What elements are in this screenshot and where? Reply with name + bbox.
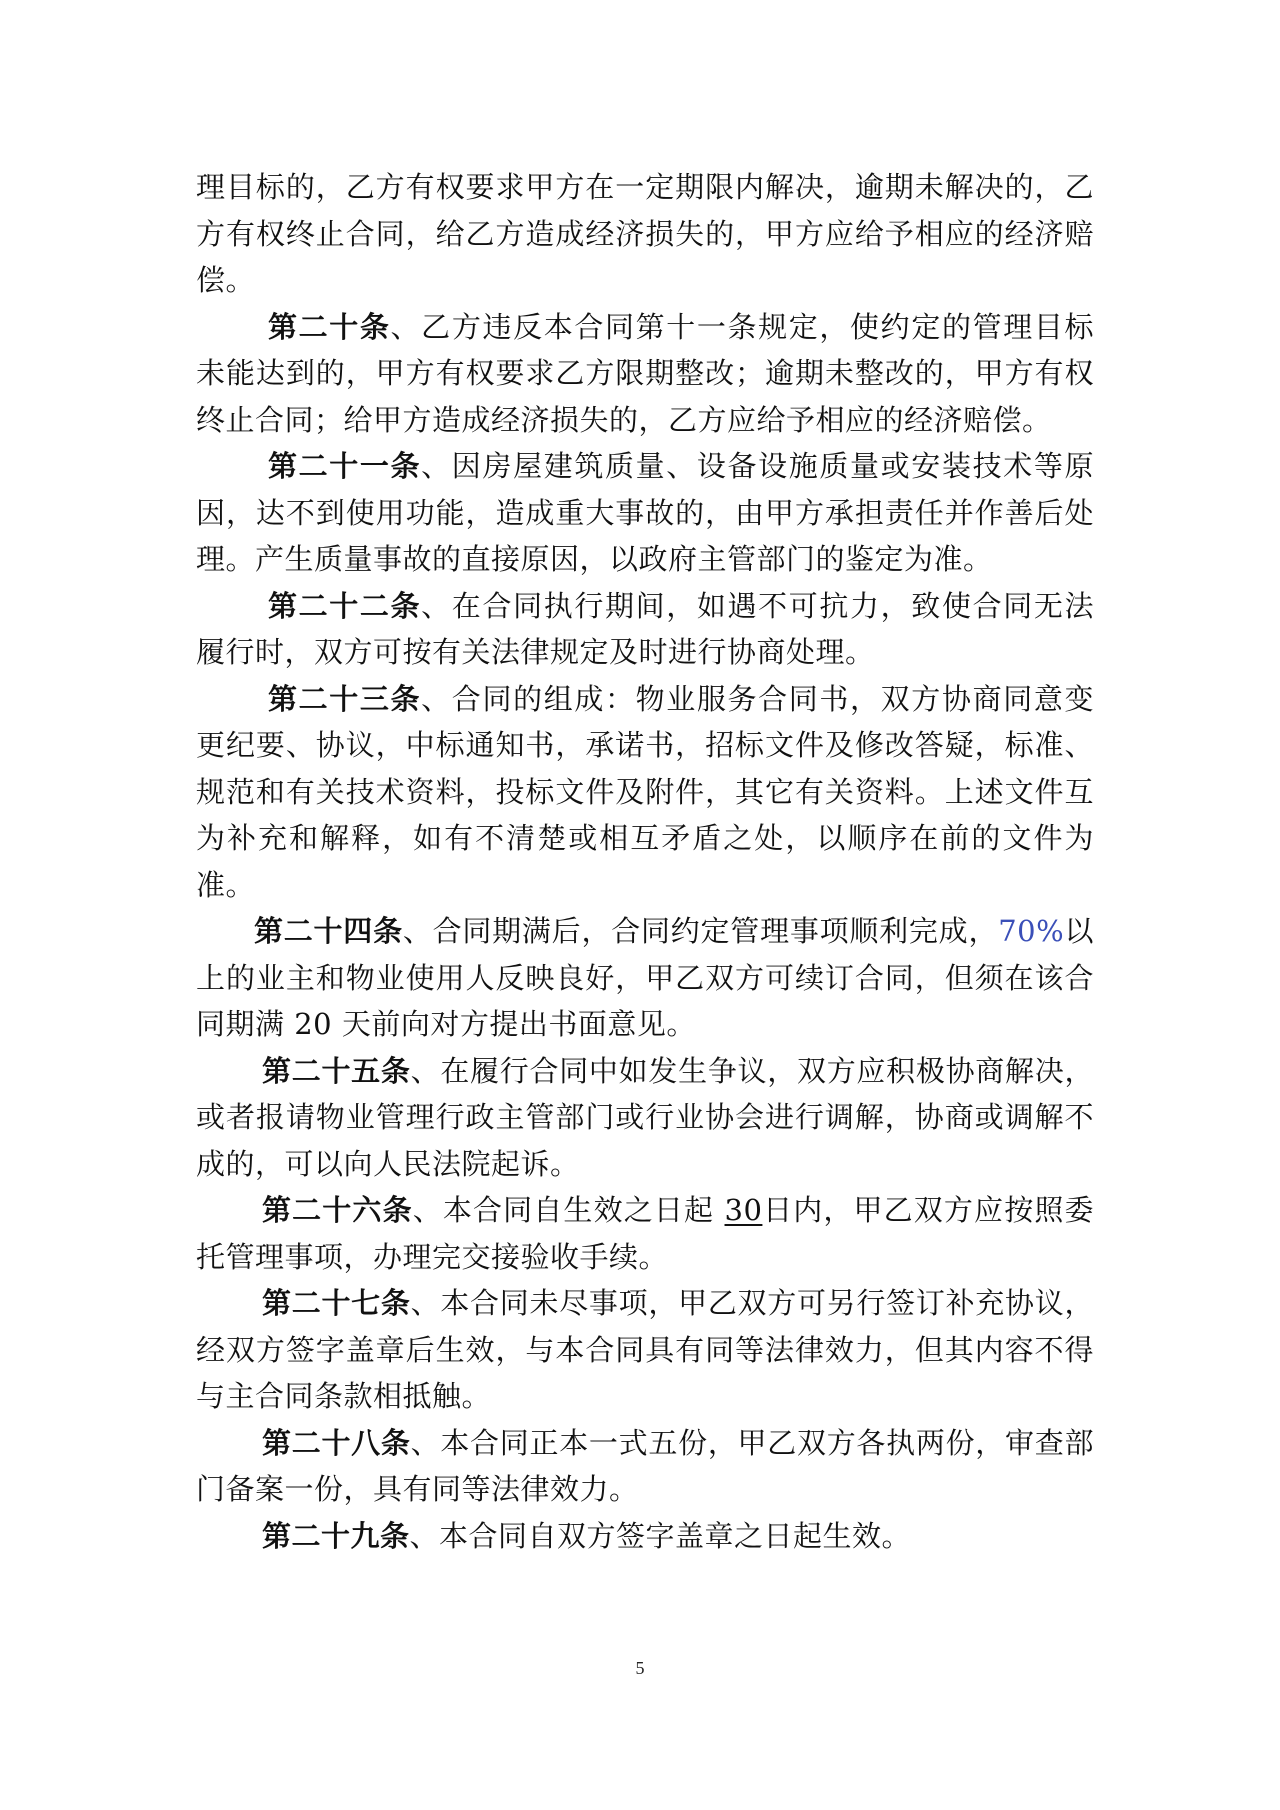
article-27 bbox=[196, 1280, 1094, 1420]
article-number: 第二十六条 bbox=[262, 1193, 413, 1227]
article-22 bbox=[196, 583, 1094, 676]
article-23 bbox=[196, 676, 1094, 909]
article-number: 第二十七条 bbox=[262, 1286, 411, 1320]
article-number: 第二十九条 bbox=[262, 1518, 410, 1553]
days-value: 30 bbox=[724, 1193, 763, 1227]
article-29 bbox=[196, 1513, 1094, 1560]
article-number: 第二十八条 bbox=[262, 1425, 411, 1460]
article-20 bbox=[196, 304, 1094, 444]
article-text: 、本合同未尽事项，甲乙双方可另行签订补充协议，经双方签字盖章后生效，与本合同具有同等法律效力，但其内容不得与主合同条款相抵触。 bbox=[196, 1286, 1094, 1413]
page-number: 5 bbox=[635, 1658, 645, 1678]
article-21 bbox=[196, 443, 1094, 583]
article-number: 第二十一条 bbox=[268, 449, 422, 483]
article-text: 、合同的组成：物业服务合同书，双方协商同意变更纪要、协议，中标通知书，承诺书，招标文件及修改答疑，标准、规范和有关技术资料，投标文件及附件，其它有关资料。上述文件互为补充和解释，如有不清楚或相互矛盾之处，以顺序在前的文件为准。 bbox=[196, 681, 1094, 902]
article-text-after: 日内，甲乙双方应按照委托管理事项，办理完交接验收手续。 bbox=[196, 1193, 1094, 1274]
article-text: 、本合同正本一式五份，甲乙双方各执两份，审查部门备案一份，具有同等法律效力。 bbox=[196, 1425, 1094, 1506]
article-text: 、因房屋建筑质量、设备设施质量或安装技术等原因，达不到使用功能，造成重大事故的，由甲方承担责任并作善后处理。产生质量事故的直接原因，以政府主管部门的鉴定为准。 bbox=[196, 449, 1094, 576]
article-number: 第二十五条 bbox=[262, 1053, 411, 1088]
article-text: 、在合同执行期间，如遇不可抗力，致使合同无法履行时，双方可按有关法律规定及时进行协商处理。 bbox=[196, 588, 1094, 669]
article-number: 第二十三条 bbox=[268, 681, 422, 716]
percentage-value: 70% bbox=[998, 914, 1065, 948]
article-25 bbox=[196, 1048, 1094, 1188]
article-number: 第二十条 bbox=[268, 309, 391, 344]
paragraph-continuation bbox=[196, 164, 1094, 304]
paragraph-text: 理目标的，乙方有权要求甲方在一定期限内解决，逾期未解决的，乙方有权终止合同，给乙方造成经济损失的，甲方应给予相应的经济赔偿。 bbox=[196, 170, 1094, 297]
article-text: 、在履行合同中如发生争议，双方应积极协商解决，或者报请物业管理行政主管部门或行业协会进行调解，协商或调解不成的，可以向人民法院起诉。 bbox=[196, 1053, 1094, 1181]
article-24 bbox=[196, 908, 1094, 1048]
article-26 bbox=[196, 1187, 1094, 1280]
article-number: 第二十二条 bbox=[268, 588, 422, 623]
article-28 bbox=[196, 1420, 1094, 1513]
article-text: 、本合同自双方签字盖章之日起生效。 bbox=[409, 1518, 912, 1553]
article-text-before: 、本合同自生效之日起 bbox=[412, 1193, 725, 1227]
contract-body bbox=[196, 164, 1094, 1559]
article-text: 、乙方违反本合同第十一条规定，使约定的管理目标未能达到的，甲方有权要求乙方限期整改；逾期未整改的，甲方有权终止合同；给甲方造成经济损失的，乙方应给予相应的经济赔偿。 bbox=[196, 309, 1094, 437]
article-text-before: 、合同期满后，合同约定管理事项顺利完成， bbox=[402, 914, 999, 948]
article-number: 第二十四条 bbox=[254, 914, 403, 948]
article-text-after: 以上的业主和物业使用人反映良好，甲乙双方可续订合同，但须在该合同期满 20 天前向对方提出书面意见。 bbox=[196, 914, 1094, 1041]
